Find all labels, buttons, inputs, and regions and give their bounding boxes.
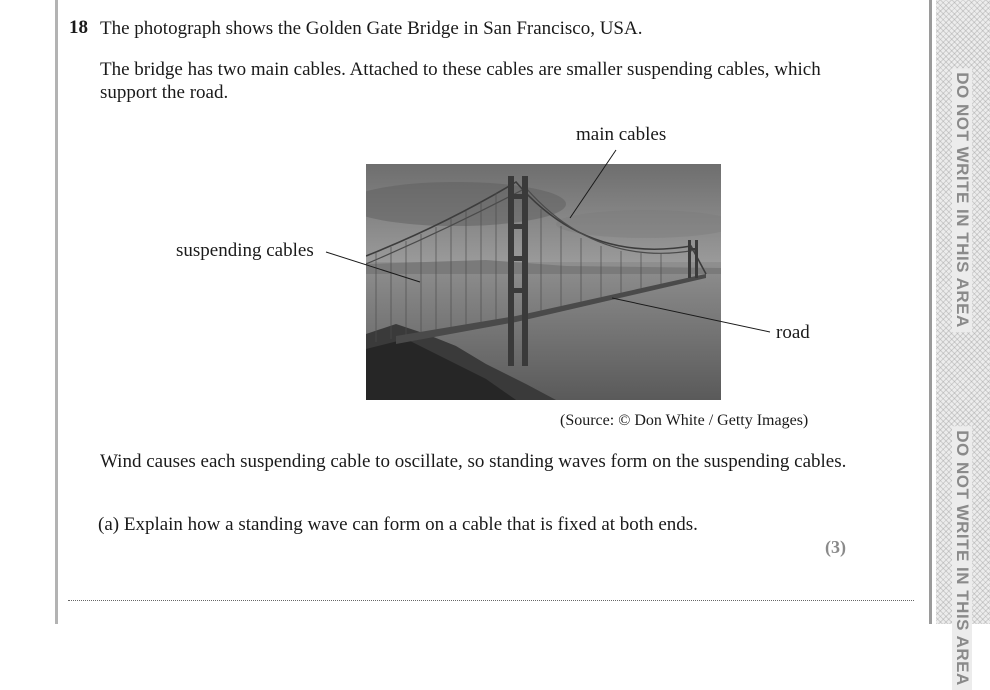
main-cables-leader-line — [570, 150, 616, 218]
question-number: 18 — [69, 17, 88, 38]
question-part-a: (a) Explain how a standing wave can form on a cable that is fixed at both ends. — [98, 514, 698, 535]
road-leader-line — [612, 298, 770, 332]
question-paragraph-1: The bridge has two main cables. Attached to these cables are smaller suspending cables, which support the road. — [100, 59, 821, 103]
label-suspending-cables: suspending cables — [176, 240, 314, 261]
margin-warning-top: DO NOT WRITE IN THIS AREA — [952, 68, 972, 332]
label-main-cables: main cables — [576, 124, 667, 145]
marks-indicator: (3) — [825, 537, 846, 557]
label-road: road — [776, 322, 810, 343]
suspending-cables-leader-line — [326, 252, 420, 282]
margin-warning-bottom: DO NOT WRITE IN THIS AREA — [952, 426, 972, 690]
answer-line[interactable] — [68, 600, 914, 601]
photo-source-credit: (Source: © Don White / Getty Images) — [560, 412, 809, 429]
question-intro: The photograph shows the Golden Gate Bridge in San Francisco, USA. — [100, 18, 643, 39]
question-paragraph-2: Wind causes each suspending cable to oscillate, so standing waves form on the suspending cables. — [100, 451, 847, 472]
